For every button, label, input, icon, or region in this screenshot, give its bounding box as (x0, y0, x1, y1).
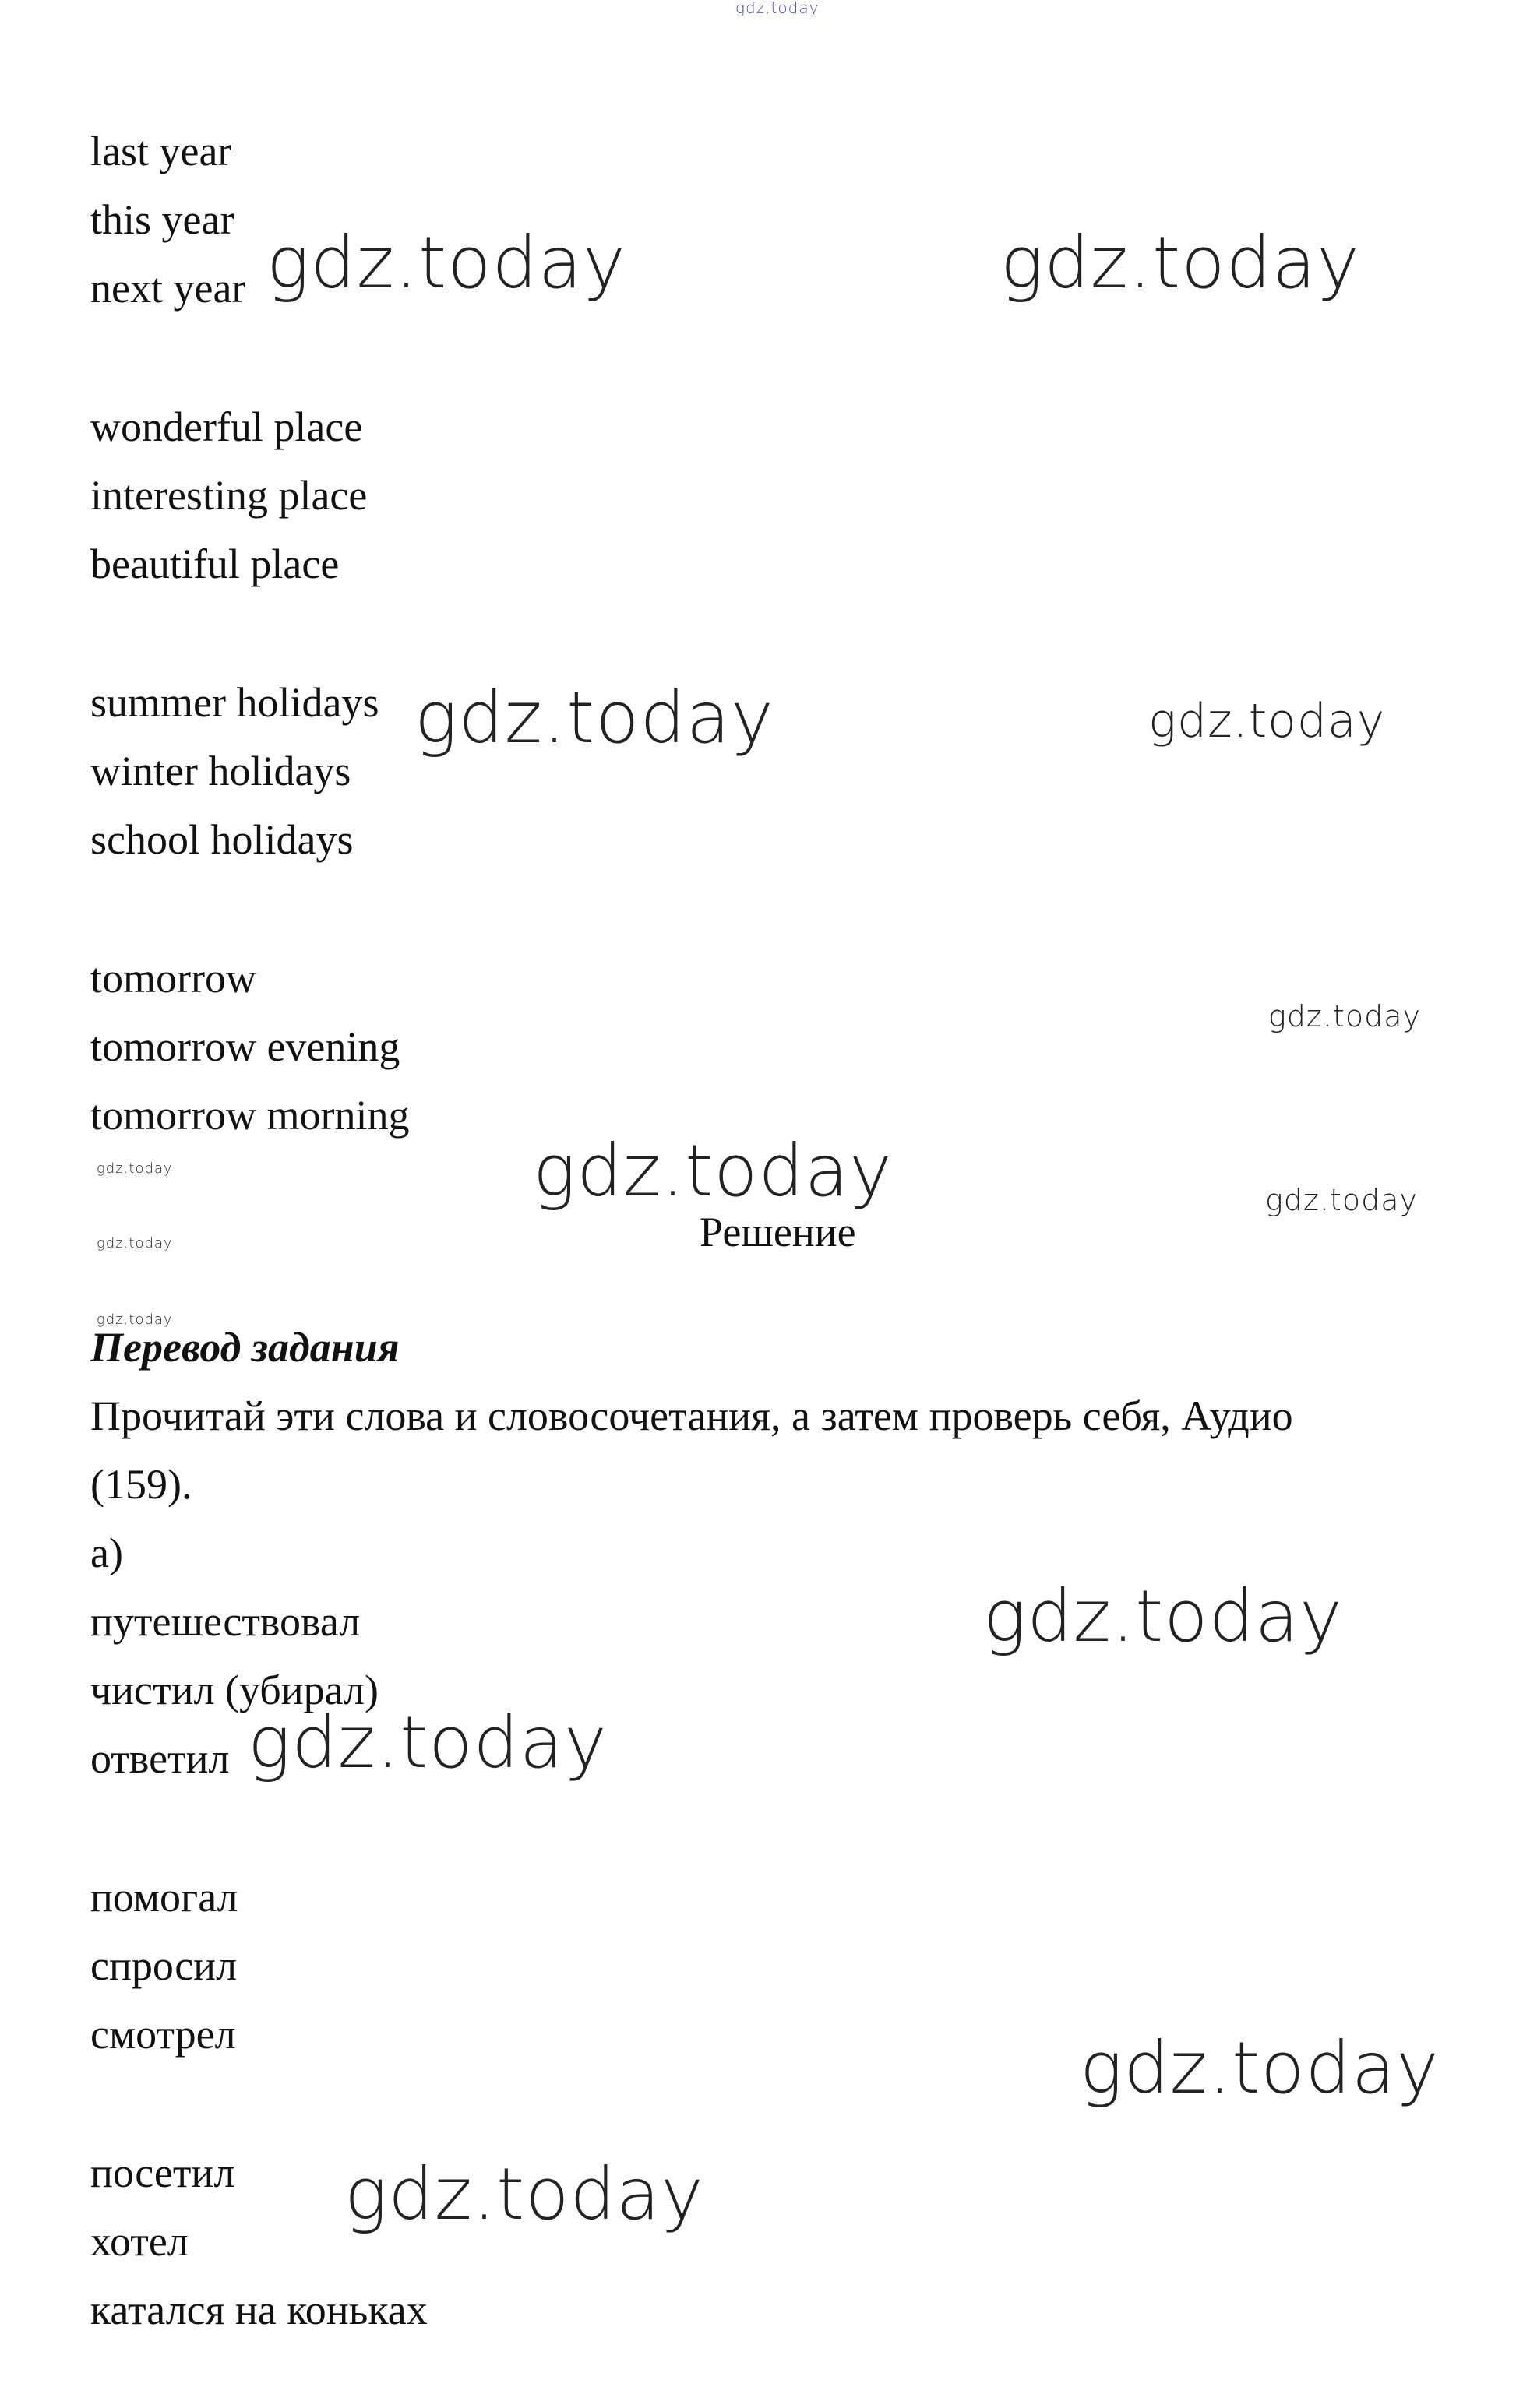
solution-label: Решение (700, 1209, 856, 1255)
watermark: gdz.today (414, 676, 774, 759)
word-line: помогал (90, 1874, 238, 1920)
watermark: gdz.today (266, 221, 626, 305)
word-line: спросил (90, 1942, 238, 1989)
word-line: чистил (убирал) (90, 1667, 379, 1713)
watermark: gdz.today (344, 2153, 704, 2236)
word-line: путешествовал (90, 1598, 361, 1645)
watermark: gdz.today (1148, 694, 1386, 748)
watermark: gdz.today (983, 1575, 1343, 1658)
word-line: tomorrow evening (90, 1023, 400, 1070)
translation-heading: Перевод задания (90, 1324, 400, 1371)
word-line: хотел (90, 2218, 189, 2265)
word-line: tomorrow (90, 955, 256, 1002)
instruction-text: (159). (90, 1461, 192, 1508)
word-line: summer holidays (90, 679, 379, 726)
watermark: gdz.today (1268, 999, 1421, 1033)
watermark: gdz.today (248, 1701, 608, 1784)
word-line: next year (90, 265, 246, 312)
word-line: last year (90, 128, 232, 174)
instruction-text: Прочитай эти слова и словосочетания, а затем проверь себя, Аудио (90, 1392, 1293, 1439)
watermark: gdz.today (533, 1129, 893, 1213)
word-line: wonderful place (90, 403, 363, 450)
word-line: interesting place (90, 472, 368, 519)
word-line: school holidays (90, 816, 354, 863)
watermark: gdz.today (1080, 2026, 1440, 2110)
word-line: beautiful place (90, 540, 340, 587)
watermark: gdz.today (1265, 1183, 1418, 1217)
part-label: а) (90, 1530, 123, 1576)
watermark: gdz.today (1000, 221, 1360, 305)
watermark: gdz.today (97, 1235, 173, 1252)
watermark-top: gdz.today (735, 0, 820, 17)
watermark: gdz.today (97, 1311, 173, 1328)
watermark: gdz.today (97, 1160, 173, 1177)
word-line: this year (90, 196, 234, 243)
word-line: winter holidays (90, 748, 351, 794)
word-line: катался на коньках (90, 2287, 428, 2333)
word-line: смотрел (90, 2011, 236, 2058)
word-line: ответил (90, 1735, 230, 1782)
word-line: посетил (90, 2149, 235, 2196)
word-line: tomorrow morning (90, 1092, 410, 1139)
